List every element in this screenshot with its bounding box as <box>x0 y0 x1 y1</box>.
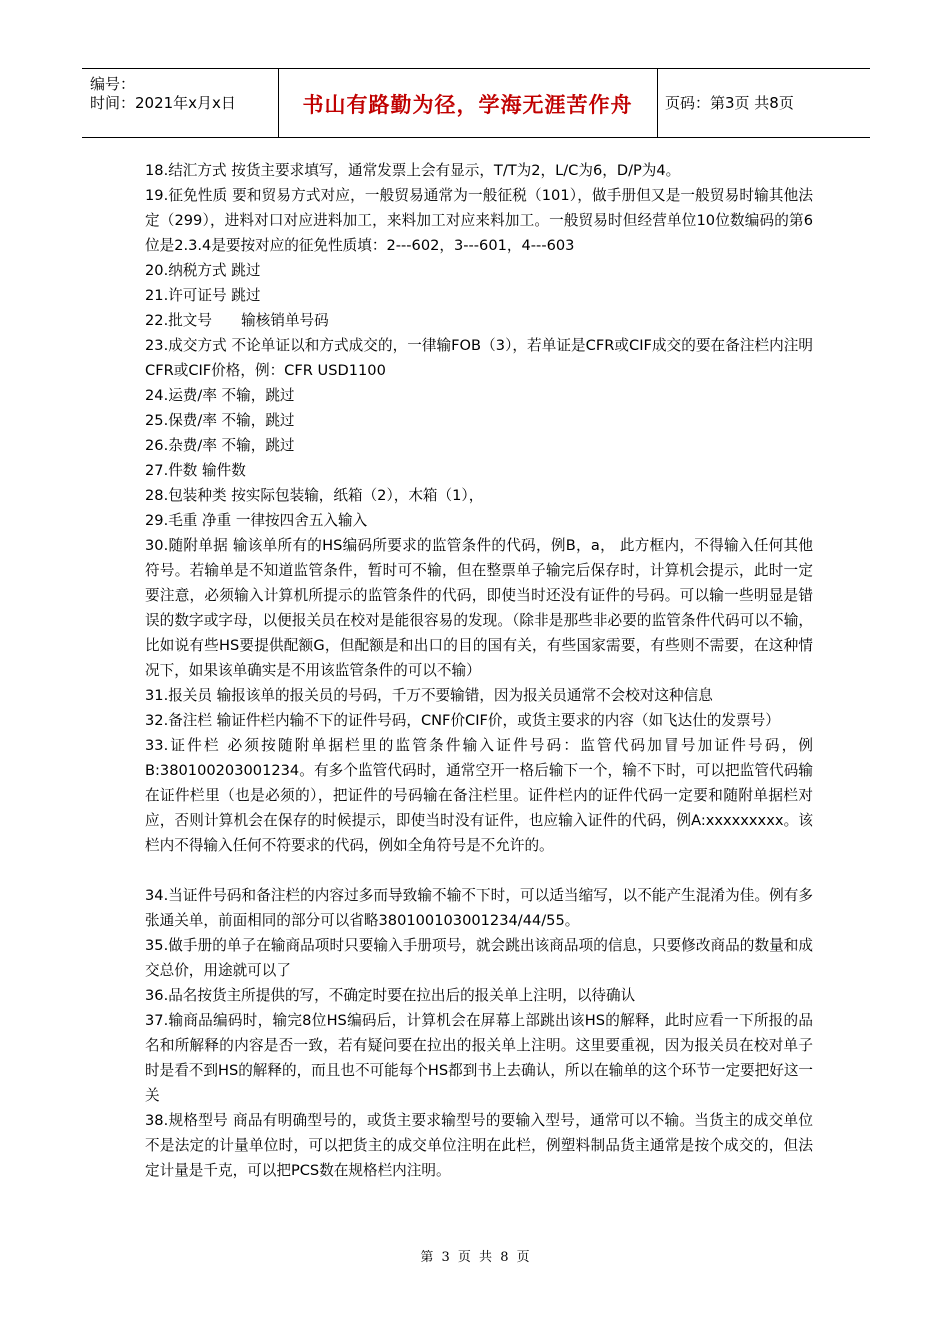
paragraph: 34.当证件号码和备注栏的内容过多而导致输不输不下时，可以适当缩写，以不能产生混淆为佳。例有多张通关单，前面相同的部分可以省略380100103001234/44/55。 <box>145 887 813 929</box>
paragraph: 20.纳税方式 跳过 <box>145 262 261 279</box>
paragraph: 24.运费/率 不输，跳过 <box>145 387 295 404</box>
header-motto-cell <box>278 69 658 137</box>
number-label: 编号： <box>90 75 136 93</box>
document-body <box>145 158 813 1183</box>
paragraph: 23.成交方式 不论单证以和方式成交的，一律输FOB（3），若单证是CFR或CIF成交的要在备注栏内注明CFR或CIF价格，例：CFR USD1100 <box>145 337 813 379</box>
paragraph: 37.输商品编码时，输完8位HS编码后，计算机会在屏幕上部跳出该HS的解释，此时应看一下所报的品名和所解释的内容是否一致，若有疑问要在拉出的报关单上注明。这里要重视，因为报关员在校对单子时是看不到HS的解释的，而且也不可能每个HS都到书上去确认，所以在输单的这个环节一定要把好这一关 <box>145 1012 814 1104</box>
paragraph: 27.件数 输件数 <box>145 462 246 479</box>
paragraph: 22.批文号 输核销单号码 <box>145 312 329 329</box>
paragraph: 25.保费/率 不输，跳过 <box>145 412 295 429</box>
motto: 书山有路勤为径，学海无涯苦作舟 <box>302 93 633 117</box>
paragraph: 26.杂费/率 不输，跳过 <box>145 437 295 454</box>
header-info-cell <box>82 69 279 137</box>
paragraph: 35.做手册的单子在输商品项时只要输入手册项号，就会跳出该商品项的信息，只要修改商品的数量和成交总价，用途就可以了 <box>145 937 813 979</box>
paragraph: 36.品名按货主所提供的写，不确定时要在拉出后的报关单上注明，以待确认 <box>145 987 636 1004</box>
paragraph: 32.备注栏 输证件栏内输不下的证件号码，CNF价CIF价，或货主要求的内容（如飞达仕的发票号） <box>145 712 780 729</box>
paragraph: 19.征免性质 要和贸易方式对应，一般贸易通常为一般征税（101），做手册但又是一般贸易时输其他法定（299），进料对口对应进料加工，来料加工对应来料加工。一般贸易时但经营单位10位数编码的第6位是2.3.4是要按对应的征免性质填：2---602，3---601，4---603 <box>145 187 813 254</box>
paragraph: 33.证件栏 必须按随附单据栏里的监管条件输入证件号码：监管代码加冒号加证件号码，例B:380100203001234。有多个监管代码时，通常空开一格后输下一个，输不下时，可以把监管代码输在证件栏里（也是必须的），把证件的号码输在备注栏里。证件栏内的证件代码一定要和随附单据栏对应，否则计算机会在保存的时候提示，即使当时没有证件，也应输入证件的代码，例A:xxxxxxxxx。该栏内不得输入任何不符要求的代码，例如全角符号是不允许的。 <box>145 737 813 854</box>
paragraph: 31.报关员 输报该单的报关员的号码，千万不要输错，因为报关员通常不会校对这种信息 <box>145 687 713 704</box>
header-page-cell <box>657 69 870 137</box>
blank-line <box>145 858 813 883</box>
paragraph: 29.毛重 净重 一律按四舍五入输入 <box>145 512 368 529</box>
page-header <box>82 68 870 138</box>
paragraph: 18.结汇方式 按货主要求填写，通常发票上会有显示，T/T为2，L/C为6，D/P为4。 <box>145 162 681 179</box>
page-number-label: 页码：第3页 共8页 <box>665 94 794 112</box>
paragraph: 38.规格型号 商品有明确型号的，或货主要求输型号的要输入型号，通常可以不输。当货主的成交单位不是法定的计量单位时，可以把货主的成交单位注明在此栏，例塑料制品货主通常是按个成交的，但法定计量是千克，可以把PCS数在规格栏内注明。 <box>145 1112 813 1179</box>
paragraph: 28.包装种类 按实际包装输，纸箱（2），木箱（1）， <box>145 487 484 504</box>
time-label: 时间：2021年x月x日 <box>90 94 236 112</box>
paragraph: 21.许可证号 跳过 <box>145 287 261 304</box>
page-footer: 第 3 页 共 8 页 <box>420 1250 530 1265</box>
paragraph: 30.随附单据 输该单所有的HS编码所要求的监管条件的代码，例B，a， 此方框内，不得输入任何其他符号。若输单是不知道监管条件，暂时可不输，但在整票单子输完后保存时，计算机会提示，此时一定要注意，必须输入计算机所提示的监管条件的代码，即使当时还没有证件的号码。可以输一些明显是错误的数字或字母，以便报关员在校对是能很容易的发现。（除非是那些非必要的监管条件代码可以不输，比如说有些HS要提供配额G，但配额是和出口的目的国有关，有些国家需要，有些则不需要，在这种情况下，如果该单确实是不用该监管条件的可以不输） <box>145 537 813 679</box>
